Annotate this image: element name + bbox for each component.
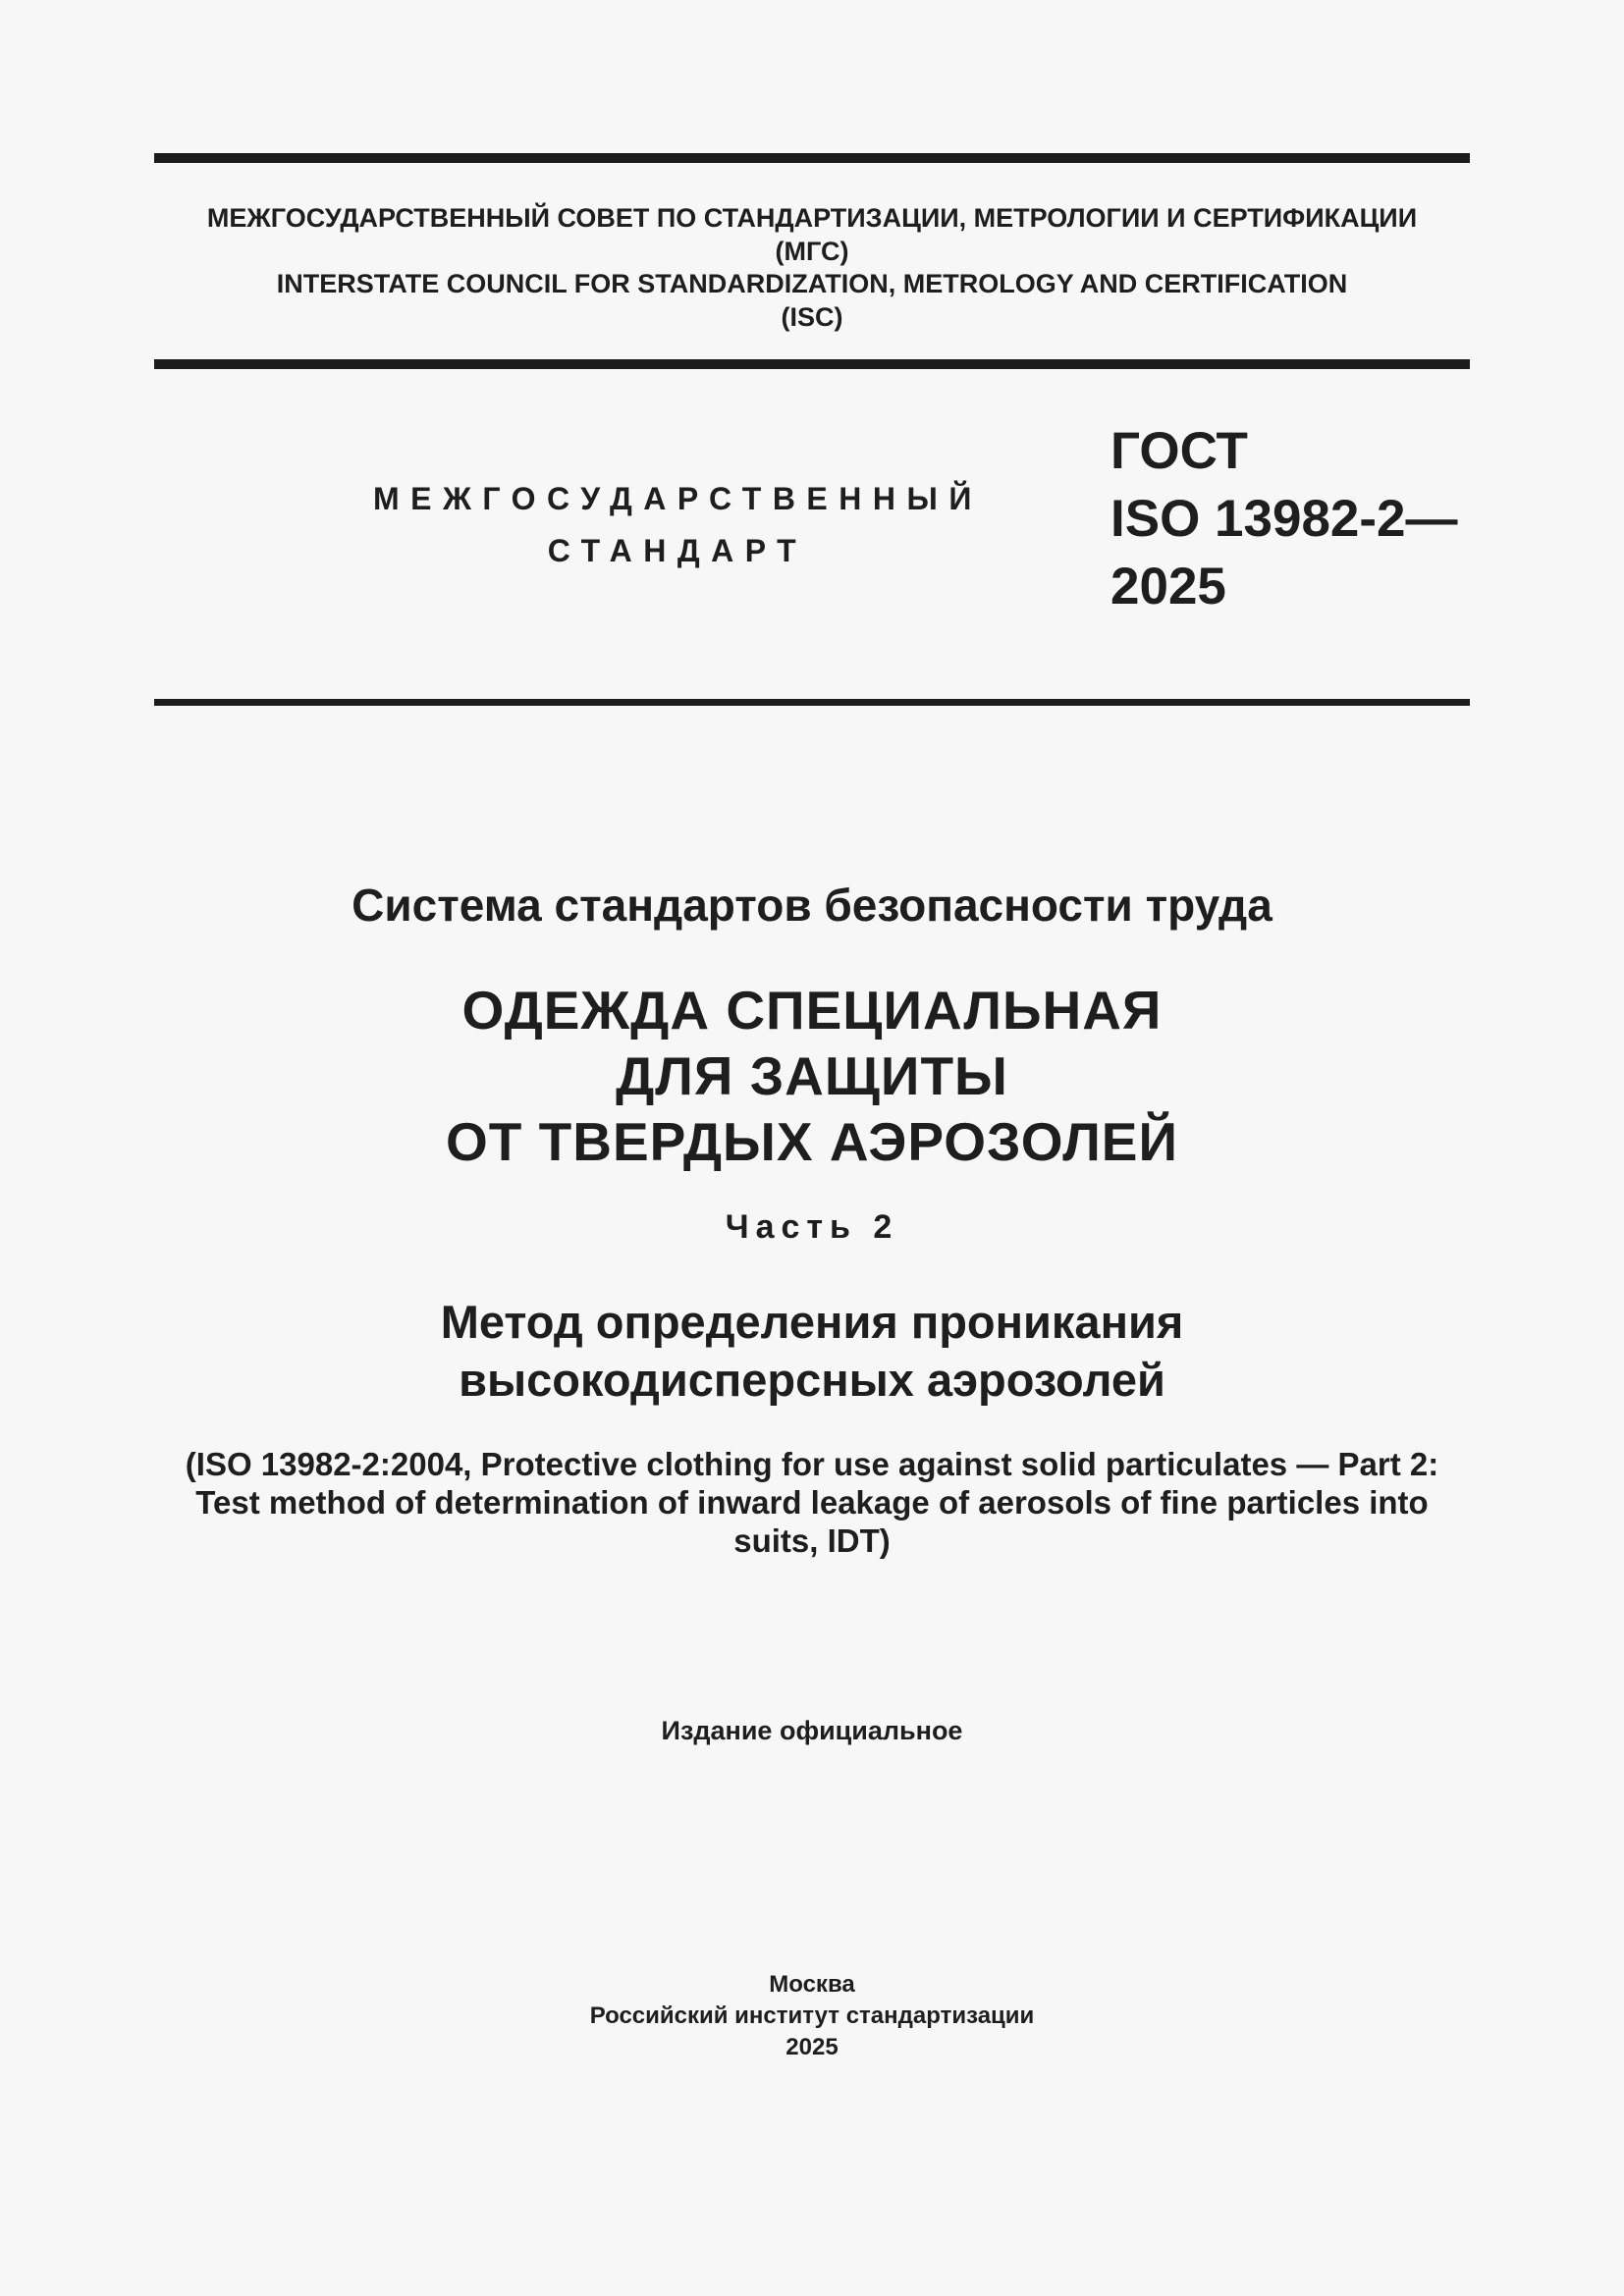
designation-line1: ГОСТ bbox=[1110, 422, 1248, 480]
top-rule bbox=[154, 153, 1470, 163]
international-reference bbox=[154, 1445, 1470, 1560]
council-header bbox=[154, 202, 1470, 334]
footer-city: Москва bbox=[769, 1971, 855, 1998]
subtitle-line2: высокодисперсных аэрозолей bbox=[459, 1354, 1165, 1406]
standard-designation bbox=[1110, 417, 1458, 620]
main-title-line2: ДЛЯ ЗАЩИТЫ bbox=[616, 1045, 1008, 1106]
footer-publisher: Российский институт стандартизации bbox=[589, 2002, 1035, 2029]
main-title-line3: ОТ ТВЕРДЫХ АЭРОЗОЛЕЙ bbox=[445, 1111, 1179, 1172]
subtitle-line1: Метод определения проникания bbox=[440, 1296, 1184, 1348]
council-abbr-ru: (МГС) bbox=[775, 236, 849, 266]
designation-line2: ISO 13982-2— bbox=[1110, 490, 1458, 548]
standard-type-label bbox=[373, 473, 982, 577]
middle-rule bbox=[154, 359, 1470, 369]
standard-label-line1: МЕЖГОСУДАРСТВЕННЫЙ bbox=[373, 481, 983, 516]
council-name-ru: МЕЖГОСУДАРСТВЕННЫЙ СОВЕТ ПО СТАНДАРТИЗАЦИИ, МЕТРОЛОГИИ И СЕРТИФИКАЦИИ bbox=[206, 203, 1418, 233]
edition-label: Издание официальное bbox=[661, 1716, 963, 1745]
designation-line3: 2025 bbox=[1110, 558, 1226, 615]
reference-line1: (ISO 13982-2:2004, Protective clothing for use against solid particulates — Part 2: bbox=[185, 1446, 1439, 1482]
reference-line3: suits, IDT) bbox=[733, 1522, 891, 1559]
publisher-footer bbox=[154, 1969, 1470, 2063]
council-name-en: INTERSTATE COUNCIL FOR STANDARDIZATION, METROLOGY AND CERTIFICATION bbox=[276, 269, 1348, 298]
subtitle bbox=[154, 1293, 1470, 1409]
reference-line2: Test method of determination of inward leakage of aerosols of fine particles into bbox=[195, 1484, 1429, 1521]
series-title: Система стандартов безопасности труда bbox=[352, 880, 1272, 931]
bottom-rule bbox=[154, 699, 1470, 706]
main-title-line1: ОДЕЖДА СПЕЦИАЛЬНАЯ bbox=[461, 980, 1163, 1041]
standard-label-line2: СТАНДАРТ bbox=[547, 533, 808, 568]
footer-year: 2025 bbox=[785, 2034, 839, 2060]
council-abbr-en: (ISC) bbox=[781, 301, 843, 332]
main-title bbox=[154, 978, 1470, 1175]
part-label: Часть 2 bbox=[725, 1208, 899, 1246]
